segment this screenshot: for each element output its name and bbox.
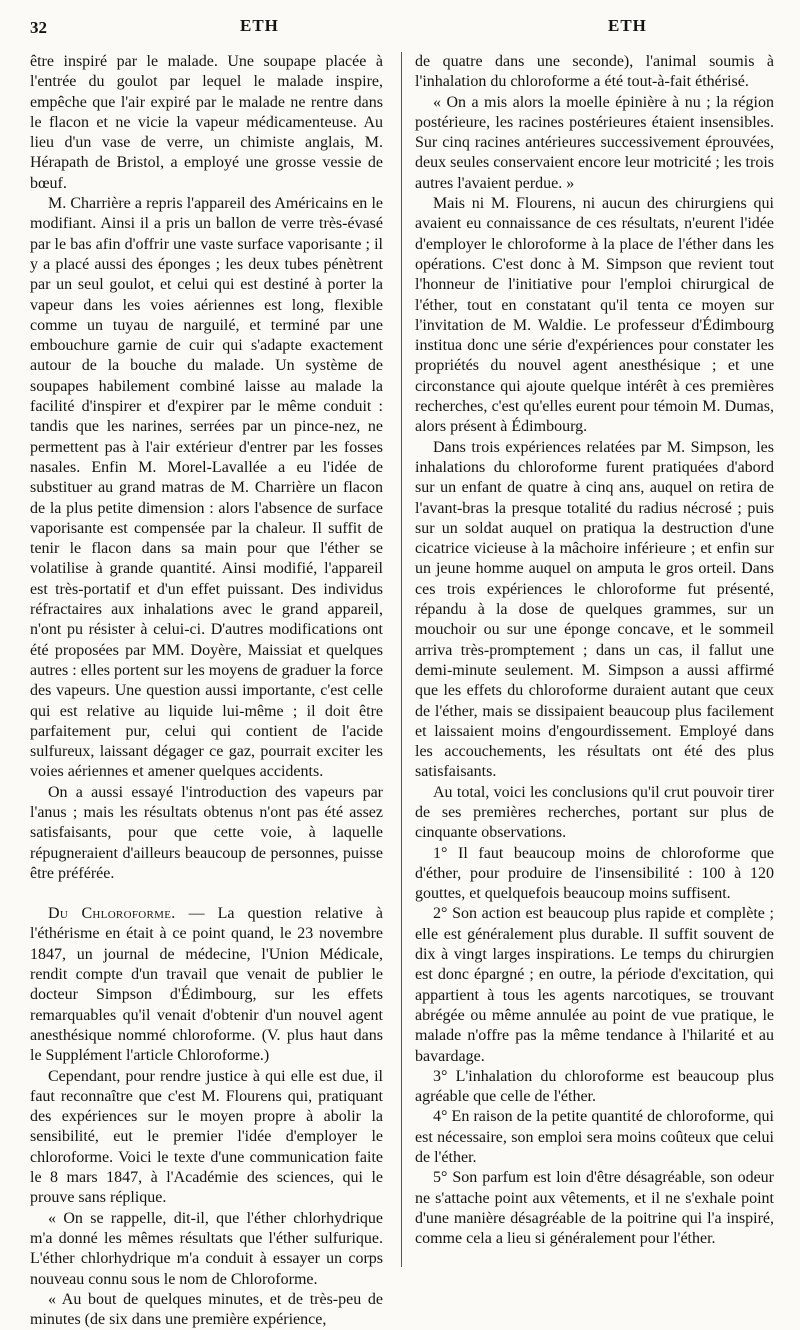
paragraph: Dans trois expériences relatées par M. Simpson, les inhalations du chloroforme furent pratiquées d'abord sur un enfant de quatre à cinq ans, auquel on retira de l'avant-bras la presque totalité du radius nécrosé ; puis sur un soldat auquel on pratiqua la destruction d'une cicatrice vicieuse à la mâchoire inférieure ; et enfin sur un jeune homme auquel on amputa le gros orteil. Dans ces trois expériences le chloroforme fut présenté, répandu à la dose de quelques grammes, sur un mouchoir ou sur une éponge concave, et le sommeil arriva très-promptement ; dans un cas, il fallut une demi-minute seulement. M. Simpson a aussi affirmé que les effets du chloroforme duraient autant que ceux de l'éther, mais se dissipaient beaucoup plus facilement et laissaient moins d'engourdissement. Employé dans les accouchements, les résultats ont été des plus satisfaisants.: [415, 438, 774, 781]
paragraph: être inspiré par le malade. Une soupape placée à l'entrée du goulot par lequel le malade inspire, empêche que l'air expiré par le malade ne rentre dans le flacon et ne vicie la vapeur médicamenteuse. Au lieu d'un vase de verre, un chimiste anglais, M. Hérapath de Bristol, a employé une grosse vessie de bœuf.: [30, 53, 383, 192]
running-header: [30, 8, 780, 42]
list-item: 4° En raison de la petite quantité de chloroforme, qui est nécessaire, son emploi sera moins coûteux que celui de l'éther.: [415, 1108, 774, 1167]
column-divider: [401, 52, 402, 1267]
page-number: 32: [30, 18, 47, 37]
paragraph: « On a mis alors la moelle épinière à nu ; la région postérieure, les racines postérieures étaient insensibles. Sur cinq racines antérieures successivement éprouvées, deux seules conservaient encore leur motricité ; les trois autres l'avaient perdue. »: [415, 93, 774, 192]
list-item: 2° Son action est beaucoup plus rapide et complète ; elle est généralement plus durable. Il suffit souvent de dix à vingt larges inspirations. Le temps du chirurgien est donc épargné ; en outre, la période d'excitation, qui appartient à tous les agents narcotiques, se trouvant abrégée ou même annulée au point de vue pratique, le malade n'offre pas la même tendance à l'hilarité et au bavardage.: [415, 905, 774, 1065]
list-item: 1° Il faut beaucoup moins de chloroforme que d'éther, pour produire de l'insensibilité : 100 à 120 gouttes, et quelquefois beaucoup moins suffisent.: [415, 844, 774, 903]
section-paragraph: [30, 904, 383, 1066]
section-heading: Du Chloroforme.: [48, 905, 176, 923]
list-item: 5° Son parfum est loin d'être désagréable, son odeur ne s'attache point aux vêtements, et il ne s'exhale point d'une manière désagréable de la poitrine qui l'a inspiré, comme cela a lieu si généralement pour l'éther.: [415, 1169, 774, 1248]
paragraph: Cependant, pour rendre justice à qui elle est due, il faut reconnaître que c'est M. Flourens qui, pratiquant des expériences sur le moyen propre à abolir la sensibilité, eut le premier l'idée d'employer le chloroforme. Voici le texte d'une communication faite le 8 mars 1847, à l'Académie des sciences, qui le prouve sans réplique.: [30, 1067, 383, 1207]
left-column: [30, 52, 383, 1330]
running-head-right: ETH: [608, 16, 647, 35]
running-head-left: ETH: [240, 16, 279, 35]
paragraph: On a aussi essayé l'introduction des vapeurs par l'anus ; mais les résultats obtenus n'ont pas été assez satisfaisants, pour que cette voie, à laquelle répugneraient d'ailleurs beaucoup de personnes, puisse être préférée.: [30, 783, 383, 882]
paragraph: « Au bout de quelques minutes, et de très-peu de minutes (de six dans une première expérience,: [30, 1290, 383, 1329]
right-column: [415, 52, 774, 1250]
paragraph: M. Charrière a repris l'appareil des Américains en le modifiant. Ainsi il a pris un ballon de verre très-évasé par le bas afin d'offrir une vaste surface vaporisante ; il y a placé aussi des éponges ; les deux tubes pénètrent par un seul goulot, et celui qui est destiné à porter la vapeur dans les voies aériennes est long, flexible comme un tuyau de narguilé, et terminé par une embouchure garnie de cuir qui s'adapte exactement autour de la bouche du malade. Un système de soupapes habilement combiné laisse au malade la facilité d'inspirer et d'expirer par le même conduit : tandis que les narines, serrées par un pince-nez, ne permettent pas à l'air extérieur d'entrer par les fosses nasales. Enfin M. Morel-Lavallée a eu l'idée de substituer au grand matras de M. Charrière un flacon de la plus petite dimension : alors l'absence de surface vaporisante est compensée par la chaleur. Il suffit de tenir le flacon dans sa main pour que l'éther se volatilise à grande quantité. Ainsi modifié, l'appareil est très-portatif et d'un effet puissant. Des individus réfractaires aux inhalations avec le grand appareil, n'ont pu résister à celui-ci. D'autres modifications ont été proposées par MM. Doyère, Maissiat et quelques autres : elles portent sur les moyens de graduer la force des vapeurs. Une question aussi importante, c'est celle qui est relative au liquide lui-même ; il doit être parfaitement pur, celui qui contient de l'acide sulfureux, laissant dégager ce gaz, pourrait exciter les voies aériennes et amener quelques accidents.: [30, 195, 383, 781]
list-item: 3° L'inhalation du chloroforme est beaucoup plus agréable que celle de l'éther.: [415, 1067, 774, 1106]
section-text: — La question relative à l'éthérisme en était à ce point quand, le 23 novembre 1847, un journal de médecine, l'Union Médicale, rendit compte d'un travail que venait de publier le docteur Simpson d'Édimbourg, sur les effets remarquables qu'il venait d'obtenir d'un nouvel agent anesthésique nommé chloroforme. (V. plus haut dans le Supplément l'article Chloroforme.): [30, 905, 383, 1065]
paragraph: Mais ni M. Flourens, ni aucun des chirurgiens qui avaient eu connaissance de ces résultats, n'eurent l'idée d'employer le chloroforme à la place de l'éther dans les opérations. C'est donc à M. Simpson que revient tout l'honneur de l'initiative pour l'emploi chirurgical de l'éther, tout en constatant qu'il tenta ce moyen sur l'invitation de M. Waldie. Le professeur d'Édimbourg institua donc une série d'expériences pour constater les propriétés du nouvel agent anesthésique ; et une circonstance qui ajoute quelque intérêt à ces premières recherches, c'est qu'elles eurent pour témoin M. Dumas, alors présent à Édimbourg.: [415, 195, 774, 436]
paragraph: de quatre dans une seconde), l'animal soumis à l'inhalation du chloroforme a été tout-à-fait éthérisé.: [415, 53, 774, 91]
paragraph: « On se rappelle, dit-il, que l'éther chlorhydrique m'a donné les mêmes résultats que l'éther sulfurique. L'éther chlorhydrique m'a conduit à essayer un corps nouveau connu sous le nom de Chloroforme.: [30, 1209, 383, 1288]
paragraph: Au total, voici les conclusions qu'il crut pouvoir tirer de ses premières recherches, portant sur plus de cinquante observations.: [415, 783, 774, 842]
